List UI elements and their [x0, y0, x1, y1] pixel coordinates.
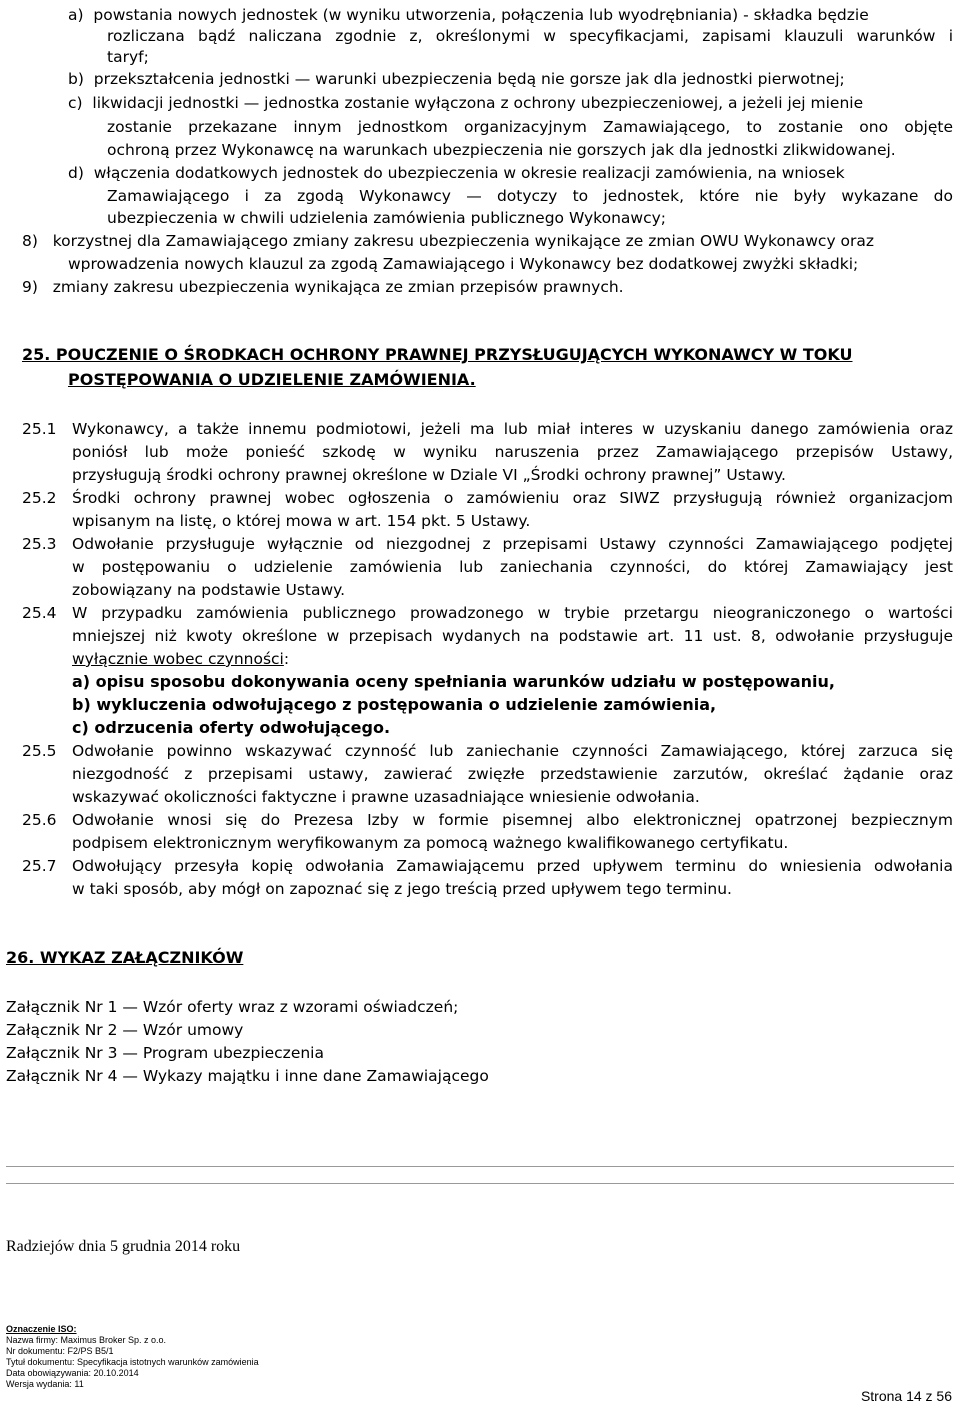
item-a-line-2: rozliczana bądź naliczana zgodnie z, określonymi w specyfikacjami, zapisami klauzuli warunków i [107, 27, 953, 45]
para-25-4-item-a: a) opisu sposobu dokonywania oceny spełniania warunków udziału w postępowaniu, [72, 672, 836, 691]
para-25-1-line-3: przysługują środki ochrony prawnej określone w Dziale VI „Środki ochrony prawnej” Ustawy. [72, 466, 786, 484]
para-25-2-number: 25.2 [22, 489, 57, 507]
para-25-3-line-2: w postępowaniu o udzielenie zamówienia lub zaniechania czynności, do której Zamawiający jest [72, 558, 953, 576]
item-8-line-1: 8) korzystnej dla Zamawiającego zmiany zakresu ubezpieczenia wynikające ze zmian OWU Wykonawcy oraz [22, 232, 875, 250]
para-25-3-number: 25.3 [22, 535, 57, 553]
item-a-line-1: a) powstania nowych jednostek (w wyniku utworzenia, połączenia lub wyodrębniania) - składka będzie [68, 6, 869, 24]
para-25-4-line-3 [72, 648, 289, 670]
para-25-4-underlined: wyłącznie wobec czynności [72, 650, 284, 668]
para-25-5-number: 25.5 [22, 742, 57, 760]
item-b-line: b) przekształcenia jednostki — warunki ubezpieczenia będą nie gorsze jak dla jednostki pierwotnej; [68, 70, 845, 88]
footer-doc-title: Tytuł dokumentu: Specyfikacja istotnych warunków zamówienia [6, 1357, 259, 1367]
para-25-4-line-2: mniejszej niż kwoty określone w przepisach wydanych na podstawie art. 11 ust. 8, odwołanie przysługuje [72, 627, 953, 645]
attachment-3: Załącznik Nr 3 — Program ubezpieczenia [6, 1044, 324, 1062]
para-25-4-item-b: b) wykluczenia odwołującego z postępowania o udzielenie zamówienia, [72, 695, 717, 714]
item-9-line: 9) zmiany zakresu ubezpieczenia wynikająca ze zmian przepisów prawnych. [22, 278, 624, 296]
section-25-heading-line-2: POSTĘPOWANIA O UDZIELENIE ZAMÓWIENIA. [68, 370, 476, 389]
para-25-7-line-1: Odwołujący przesyła kopię odwołania Zamawiającemu przed upływem terminu do wniesienia odwołania [72, 857, 953, 875]
item-8-line-2: wprowadzenia nowych klauzul za zgodą Zamawiającego i Wykonawcy bez dodatkowej zwyżki składki; [68, 255, 859, 273]
item-c-line-3: ochroną przez Wykonawcę na warunkach ubezpieczenia nie gorszych jak dla jednostki zlikwidowanej. [107, 141, 896, 159]
para-25-1-line-1: Wykonawcy, a także innemu podmiotowi, jeżeli ma lub miał interes w uzyskaniu danego zamówienia oraz [72, 420, 953, 438]
item-d-line-1: d) włączenia dodatkowych jednostek do ubezpieczenia w okresie realizacji zamówienia, na wniosek [68, 164, 845, 182]
para-25-2-line-2: wpisanym na listę, o której mowa w art. 154 pkt. 5 Ustawy. [72, 512, 531, 530]
para-25-4-colon: : [283, 650, 290, 668]
para-25-7-number: 25.7 [22, 857, 57, 875]
para-25-1-number: 25.1 [22, 420, 57, 438]
page-number: Strona 14 z 56 [860, 1388, 952, 1404]
footer-company: Nazwa firmy: Maximus Broker Sp. z o.o. [6, 1335, 167, 1345]
footer-doc-number: Nr dokumentu: F2/PS B5/1 [6, 1346, 114, 1356]
para-25-7-line-2: w taki sposób, aby mógł on zapoznać się z jego treścią przed upływem tego terminu. [72, 880, 732, 898]
para-25-6-number: 25.6 [22, 811, 57, 829]
footer-edition: Wersja wydania: 11 [6, 1379, 84, 1389]
item-d-line-3: ubezpieczenia w chwili udzielenia zamówienia publicznego Wykonawcy; [107, 209, 666, 227]
para-25-2-line-1: Środki ochrony prawnej wobec ogłoszenia o zamówieniu oraz SIWZ przysługują również organizacjom [72, 489, 953, 507]
attachment-1: Załącznik Nr 1 — Wzór oferty wraz z wzorami oświadczeń; [6, 998, 459, 1016]
separator-line-2 [6, 1183, 954, 1184]
attachment-4: Załącznik Nr 4 — Wykazy majątku i inne dane Zamawiającego [6, 1067, 489, 1085]
separator-line-1 [6, 1166, 954, 1167]
section-26-heading: 26. WYKAZ ZAŁĄCZNIKÓW [6, 948, 244, 967]
footer-iso-label: Oznaczenie ISO: [6, 1324, 77, 1334]
para-25-6-line-1: Odwołanie wnosi się do Prezesa Izby w formie pisemnej albo elektronicznej opatrzonej bezpiecznym [72, 811, 953, 829]
para-25-5-line-1: Odwołanie powinno wskazywać czynność lub zaniechanie czynności Zamawiającego, której zarzuca się [72, 742, 953, 760]
para-25-5-line-3: wskazywać okoliczności faktyczne i prawne uzasadniające wniesienie odwołania. [72, 788, 700, 806]
para-25-5-line-2: niezgodność z przepisami ustawy, zawierać zwięzłe przedstawienie zarzutów, określać żądanie oraz [72, 765, 953, 783]
section-25-heading-line-1: 25. POUCZENIE O ŚRODKACH OCHRONY PRAWNEJ PRZYSŁUGUJĄCYCH WYKONAWCY W TOKU [22, 345, 853, 364]
item-a-line-3: taryf; [107, 48, 149, 66]
para-25-4-number: 25.4 [22, 604, 57, 622]
place-date: Radziejów dnia 5 grudnia 2014 roku [6, 1238, 241, 1255]
item-c-line-1: c) likwidacji jednostki — jednostka zostanie wyłączona z ochrony ubezpieczeniowej, a jeżeli jej mienie [68, 94, 864, 112]
item-c-line-2: zostanie przekazane innym jednostkom organizacyjnym Zamawiającego, to zostanie ono objęte [107, 118, 953, 136]
para-25-6-line-2: podpisem elektronicznym weryfikowanym za pomocą ważnego kwalifikowanego certyfikatu. [72, 834, 789, 852]
item-d-line-2: Zamawiającego i za zgodą Wykonawcy — dotyczy to jednostek, które nie były wykazane do [107, 187, 953, 205]
para-25-4-item-c: c) odrzucenia oferty odwołującego. [72, 718, 391, 737]
para-25-3-line-3: zobowiązany na podstawie Ustawy. [72, 581, 346, 599]
para-25-4-line-1: W przypadku zamówienia publicznego prowadzonego w trybie przetargu nieograniczonego o wartości [72, 604, 953, 622]
footer-valid-date: Data obowiązywania: 20.10.2014 [6, 1368, 139, 1378]
para-25-1-line-2: poniósł lub może ponieść szkodę w wyniku naruszenia przez Zamawiającego przepisów Ustawy, [72, 443, 953, 461]
para-25-3-line-1: Odwołanie przysługuje wyłącznie od niezgodnej z przepisami Ustawy czynności Zamawiającego podjętej [72, 535, 953, 553]
attachment-2: Załącznik Nr 2 — Wzór umowy [6, 1021, 244, 1039]
